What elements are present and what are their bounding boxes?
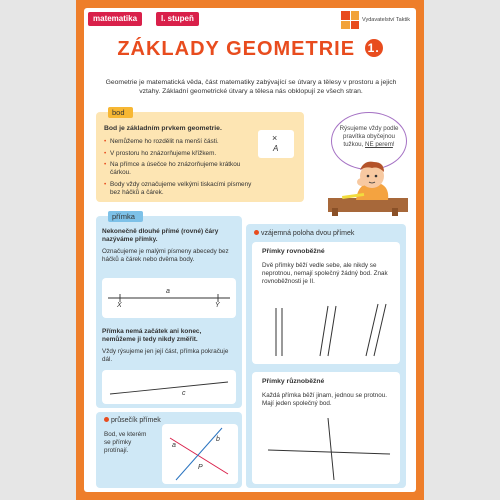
line-figure-card <box>102 278 236 318</box>
bod-item: • Na přímce a úsečce ho znázorňujeme krátkou čárkou. <box>104 161 254 177</box>
parallel-heading: Přímky rovnoběžné <box>262 248 325 255</box>
intro-text: Geometrie je matematická věda, část matematiky zabývající se útvary a tělesy v prostoru a jejich vztahy. Základní geometrické útvary a tělesa nás obklopují ze všech stran. <box>105 79 397 95</box>
worksheet-page <box>84 8 416 492</box>
bullet-icon <box>104 417 109 422</box>
title-number: 1. <box>365 39 383 57</box>
line-continues-card <box>102 370 236 404</box>
intersecting-text: Každá přímka běží jinam, jednou se protnou. Mají jeden společný bod. <box>262 392 387 407</box>
point-p-label: P <box>198 464 203 471</box>
parallel-text: Dvě přímky běží vedle sebe, ale nikdy se neprotnou, nemají společný žádný bod. Znak rovnoběžnosti je II. <box>262 262 388 285</box>
line-c-label: c <box>182 390 186 397</box>
line-a-label-2: a <box>172 442 176 449</box>
pruseck-text: Bod, ve kterém se přímky protínají. <box>104 431 147 454</box>
relative-position-label <box>254 230 354 237</box>
line-a-label: a <box>166 288 170 295</box>
point-cross-mark: × <box>272 133 278 143</box>
primka-text-2: Vždy rýsujeme jen její část, přímka pokračuje dál. <box>102 348 229 363</box>
page-title <box>84 38 416 61</box>
primka-label: přímka <box>108 211 143 222</box>
bod-item: • Body vždy označujeme velkými tiskacími písmeny bez háčků a čárek. <box>104 181 254 197</box>
relative-position-label-text: vzájemná poloha dvou přímek <box>261 230 355 237</box>
bod-item: • V prostoru ho znázorňujeme křížkem. <box>104 150 254 158</box>
title-text: ZÁKLADY GEOMETRIE <box>117 38 356 60</box>
intersecting-lines-figure <box>252 414 400 486</box>
primka-heading-2: Přímka nemá začátek ani konec, nemůžeme ji tedy nikdy změřit. <box>102 328 202 343</box>
tip-text: Rýsujeme vždy podle pravítka obyčejnou tužkou, <box>339 125 399 148</box>
primka-text-1: Označujeme je malými písmeny abecedy bez háčků a čárek nebo dvěma body. <box>102 248 229 263</box>
tip-text-end: ! <box>392 141 395 148</box>
point-y-label: Y <box>215 302 220 309</box>
point-x-label: X <box>117 302 122 309</box>
line-figure <box>102 278 236 318</box>
bod-list <box>104 138 254 200</box>
line-b-label: b <box>216 436 220 443</box>
intersecting-heading: Přímky různoběžné <box>262 378 325 385</box>
pruseck-label-text: průsečík přímek <box>111 417 161 424</box>
publisher-mark-icon <box>341 11 359 29</box>
worksheet-frame <box>76 0 424 500</box>
publisher-name: Vydavatelství Taktik <box>362 16 410 23</box>
point-example-card <box>258 130 294 158</box>
line-continues-figure <box>102 370 236 404</box>
intersection-card <box>162 424 238 484</box>
point-letter: A <box>273 144 279 153</box>
tip-text-underlined: NE perem <box>365 141 393 148</box>
pruseck-label <box>104 417 161 424</box>
primka-heading-1: Nekonečně dlouhé přímé (rovné) čáry nazýváme přímky. <box>102 228 219 243</box>
publisher-logo <box>341 11 410 29</box>
bod-item: • Nemůžeme ho rozdělit na menší části. <box>104 138 254 146</box>
level-tag: I. stupeň <box>156 12 199 26</box>
parallel-lines-figure <box>252 300 400 360</box>
bod-label: bod <box>108 107 133 118</box>
intersection-figure <box>162 424 238 484</box>
bod-heading: Bod je základním prvkem geometrie. <box>104 125 222 132</box>
bullet-icon <box>254 230 259 235</box>
subject-tag: matematika <box>88 12 142 26</box>
boy-illustration <box>328 160 404 212</box>
